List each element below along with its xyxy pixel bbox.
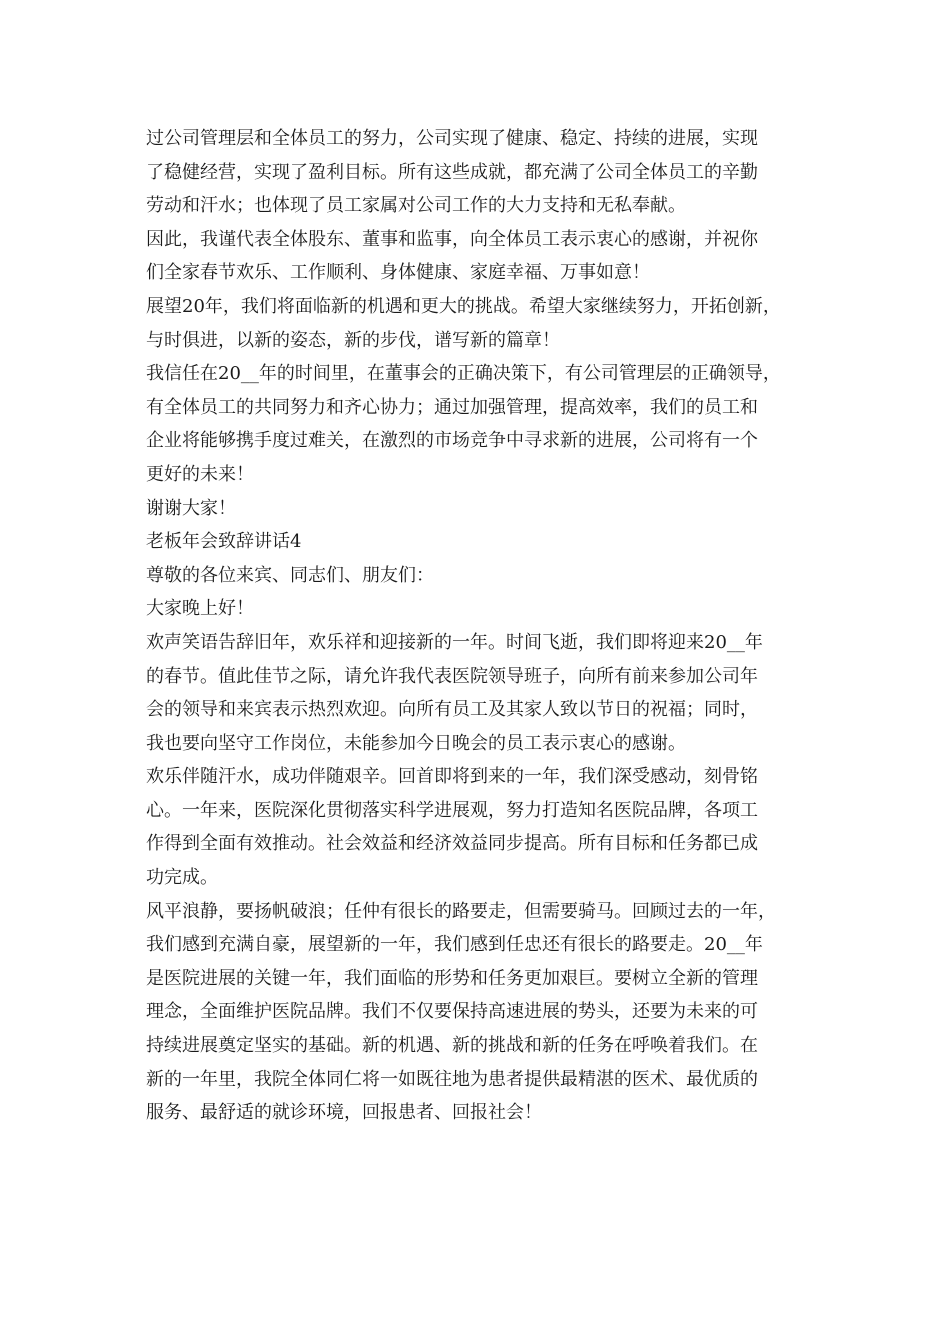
text-line: 欢声笑语告辞旧年，欢乐祥和迎接新的一年。时间飞逝，我们即将迎来20__年 — [146, 631, 763, 653]
text-line: 与时俱进，以新的姿态，新的步伐，谱写新的篇章！ — [146, 329, 560, 351]
text-line: 我信任在20__年的时间里，在董事会的正确决策下，有公司管理层的正确领导， — [146, 363, 781, 385]
text-line: 过公司管理层和全体员工的努力，公司实现了健康、稳定、持续的进展，实现 — [146, 128, 758, 149]
text-line: 欢乐伴随汗水，成功伴随艰辛。回首即将到来的一年，我们深受感动，刻骨铭 — [146, 766, 758, 788]
greeting: 大家晚上好！ — [146, 598, 254, 620]
text-line: 企业将能够携手度过难关，在激烈的市场竞争中寻求新的进展，公司将有一个 — [146, 430, 758, 452]
text-line: 更好的未来！ — [146, 463, 254, 485]
text-line: 们全家春节欢乐、工作顺利、身体健康、家庭幸福、万事如意！ — [146, 262, 650, 284]
text-line: 我也要向坚守工作岗位，未能参加今日晚会的员工表示衷心的感谢。 — [146, 732, 686, 754]
text-line: 因此，我谨代表全体股东、董事和监事，向全体员工表示衷心的感谢，并祝你 — [146, 228, 758, 250]
text-line: 风平浪静，要扬帆破浪；任仲有很长的路要走，但需要骑马。回顾过去的一年， — [146, 900, 776, 922]
text-line: 了稳健经营，实现了盈利目标。所有这些成就，都充满了公司全体员工的辛勤 — [146, 161, 758, 183]
text-line: 我们感到充满自豪，展望新的一年，我们感到任忠还有很长的路要走。20__年 — [146, 934, 763, 956]
text-line: 持续进展奠定坚实的基础。新的机遇、新的挑战和新的任务在呼唤着我们。在 — [146, 1035, 758, 1057]
text-line: 服务、最舒适的就诊环境，回报患者、回报社会！ — [146, 1102, 542, 1124]
text-line: 的春节。值此佳节之际，请允许我代表医院领导班子，向所有前来参加公司年 — [146, 665, 758, 687]
text-line: 心。一年来，医院深化贯彻落实科学进展观，努力打造知名医院品牌，各项工 — [146, 799, 758, 821]
section-title: 老板年会致辞讲话4 — [146, 531, 302, 553]
text-line: 展望20年，我们将面临新的机遇和更大的挑战。希望大家继续努力，开拓创新， — [146, 295, 781, 317]
text-line: 会的领导和来宾表示热烈欢迎。向所有员工及其家人致以节日的祝福；同时， — [146, 699, 758, 721]
text-line: 有全体员工的共同努力和齐心协力；通过加强管理，提高效率，我们的员工和 — [146, 396, 758, 418]
text-line: 劳动和汗水；也体现了员工家属对公司工作的大力支持和无私奉献。 — [146, 195, 686, 217]
text-line: 是医院进展的关键一年，我们面临的形势和任务更加艰巨。要树立全新的管理 — [146, 967, 758, 989]
salutation: 尊敬的各位来宾、同志们、朋友们： — [146, 564, 434, 586]
text-line: 理念，全面维护医院品牌。我们不仅要保持高速进展的势头，还要为未来的可 — [146, 1001, 758, 1023]
text-line: 作得到全面有效推动。社会效益和经济效益同步提高。所有目标和任务都已成 — [146, 833, 758, 855]
text-line: 谢谢大家！ — [146, 497, 236, 519]
document-body — [146, 122, 826, 1130]
text-line: 新的一年里，我院全体同仁将一如既往地为患者提供最精湛的医术、最优质的 — [146, 1068, 758, 1090]
text-line: 功完成。 — [146, 867, 218, 889]
